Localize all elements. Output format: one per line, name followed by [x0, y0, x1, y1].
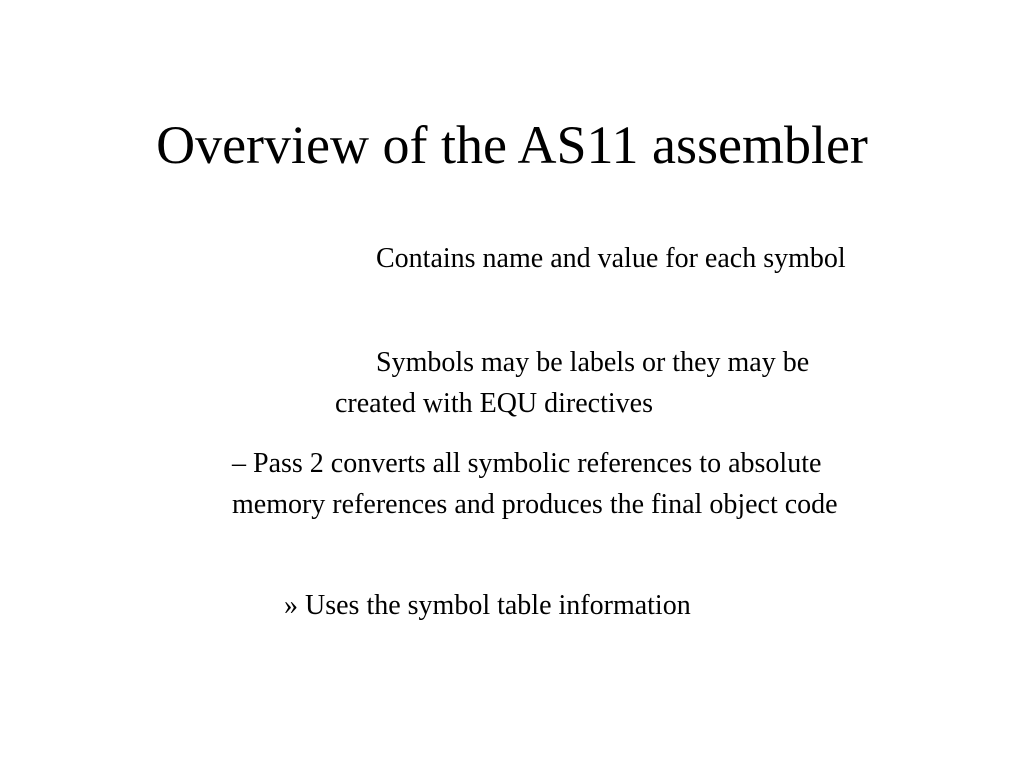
bullet-symbol-table-usage: » Uses the symbol table information: [284, 590, 691, 621]
slide-title: Overview of the AS11 assembler: [156, 115, 868, 175]
bullet-symbol-contents: Contains name and value for each symbol: [376, 243, 846, 274]
bullet-pass-2: – Pass 2 converts all symbolic references to absolute memory references and produces the final object code: [232, 448, 838, 520]
bullet-symbol-sources: Symbols may be labels or they may be created with EQU directives: [335, 347, 810, 419]
